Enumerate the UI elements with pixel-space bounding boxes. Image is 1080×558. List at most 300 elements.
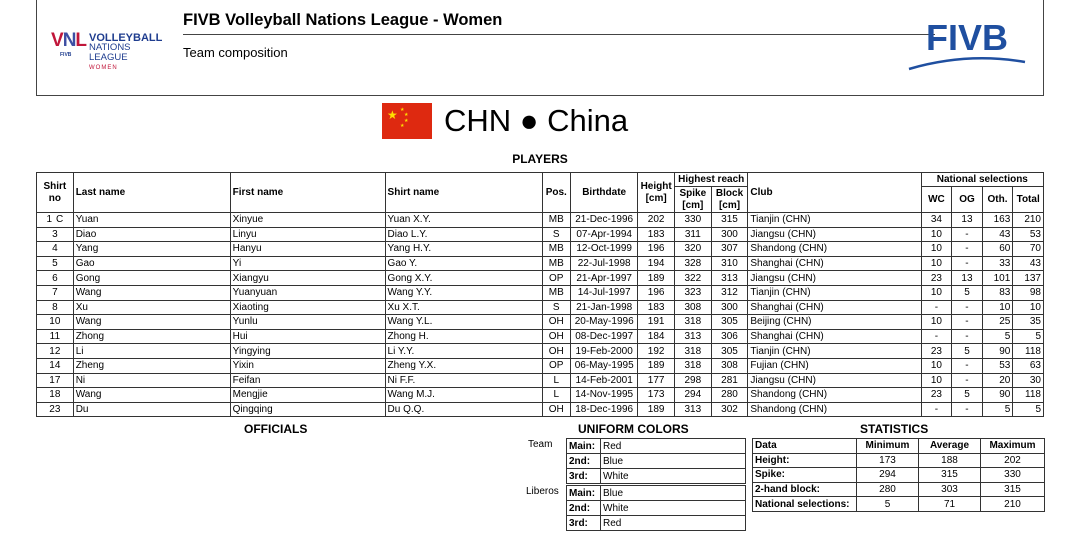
player-spike: 313 [674, 329, 711, 344]
player-club: Shanghai (CHN) [748, 329, 921, 344]
header-spike: Spike [cm] [674, 187, 711, 213]
player-first-name: Yingying [230, 344, 385, 359]
player-height: 196 [638, 285, 675, 300]
stats-average: 315 [919, 468, 981, 483]
player-oth: 163 [982, 213, 1013, 228]
uniform-team-table [566, 438, 746, 484]
player-birthdate: 18-Dec-1996 [571, 402, 638, 417]
player-last-name: Wang [73, 388, 230, 403]
player-last-name: Wang [73, 315, 230, 330]
fivb-logo-text: FIVB [925, 17, 1009, 58]
page-title: FIVB Volleyball Nations League - Women [183, 11, 503, 29]
player-spike: 318 [674, 315, 711, 330]
stats-row [753, 453, 1045, 468]
player-last-name: Yuan [73, 213, 230, 228]
player-block: 305 [711, 344, 748, 359]
player-first-name: Xiangyu [230, 271, 385, 286]
player-spike: 328 [674, 256, 711, 271]
player-birthdate: 21-Jan-1998 [571, 300, 638, 315]
player-oth: 60 [982, 242, 1013, 257]
player-club: Tianjin (CHN) [748, 213, 921, 228]
uniform-kit-label: 3rd: [567, 469, 601, 484]
team-name: CHN ● China [444, 103, 629, 138]
stats-maximum: 210 [981, 497, 1045, 512]
player-spike: 313 [674, 402, 711, 417]
player-wc: 10 [921, 285, 952, 300]
player-club: Shanghai (CHN) [748, 256, 921, 271]
player-birthdate: 22-Jul-1998 [571, 256, 638, 271]
player-last-name: Yang [73, 242, 230, 257]
player-block: 281 [711, 373, 748, 388]
svg-text:★: ★ [387, 108, 398, 122]
player-position: OH [542, 329, 571, 344]
player-wc: - [921, 300, 952, 315]
header-wc: WC [921, 187, 952, 213]
player-birthdate: 20-May-1996 [571, 315, 638, 330]
player-row [37, 256, 1044, 271]
header-total: Total [1013, 187, 1044, 213]
player-birthdate: 21-Dec-1996 [571, 213, 638, 228]
player-oth: 25 [982, 315, 1013, 330]
player-og: - [952, 300, 983, 315]
stats-row [753, 468, 1045, 483]
uniform-kit-color: Red [601, 439, 746, 454]
player-total: 43 [1013, 256, 1044, 271]
player-block: 305 [711, 315, 748, 330]
player-height: 202 [638, 213, 675, 228]
player-height: 177 [638, 373, 675, 388]
vnl-logo [51, 30, 171, 71]
stats-minimum: 294 [857, 468, 919, 483]
player-total: 35 [1013, 315, 1044, 330]
player-shirt-no [37, 271, 74, 286]
china-flag [382, 103, 432, 139]
uniform-kit-label: 2nd: [567, 454, 601, 469]
player-total: 118 [1013, 388, 1044, 403]
uniform-row [567, 486, 746, 501]
stats-label: Spike: [753, 468, 857, 483]
player-first-name: Linyu [230, 227, 385, 242]
player-row [37, 344, 1044, 359]
player-position: OH [542, 402, 571, 417]
player-shirt-name: Gong X.Y. [385, 271, 542, 286]
vnl-line2: NATIONS LEAGUE [89, 42, 131, 63]
header-national-selections: National selections [921, 173, 1043, 187]
player-spike: 311 [674, 227, 711, 242]
player-spike: 294 [674, 388, 711, 403]
header-pos: Pos. [542, 173, 571, 213]
player-height: 189 [638, 271, 675, 286]
player-birthdate: 14-Jul-1997 [571, 285, 638, 300]
player-og: - [952, 256, 983, 271]
player-last-name: Du [73, 402, 230, 417]
player-position: MB [542, 285, 571, 300]
player-club: Shandong (CHN) [748, 242, 921, 257]
player-wc: 10 [921, 358, 952, 373]
player-shirt-no [37, 300, 74, 315]
player-og: - [952, 329, 983, 344]
svg-text:★: ★ [404, 118, 409, 124]
uniform-colors-heading: UNIFORM COLORS [578, 422, 689, 436]
player-block: 306 [711, 329, 748, 344]
player-oth: 90 [982, 388, 1013, 403]
player-row [37, 213, 1044, 228]
header-last-name: Last name [73, 173, 230, 213]
svg-text:★: ★ [400, 123, 405, 129]
shirt-number: 23 [49, 404, 61, 416]
stats-label: 2-hand block: [753, 482, 857, 497]
player-last-name: Gong [73, 271, 230, 286]
player-wc: 10 [921, 227, 952, 242]
player-shirt-name: Gao Y. [385, 256, 542, 271]
header-height: Height [cm] [638, 173, 675, 213]
player-row [37, 285, 1044, 300]
stats-header-row [753, 439, 1045, 454]
player-total: 210 [1013, 213, 1044, 228]
player-first-name: Feifan [230, 373, 385, 388]
shirt-number: 8 [52, 301, 58, 313]
player-shirt-name: Wang M.J. [385, 388, 542, 403]
player-total: 118 [1013, 344, 1044, 359]
player-og: - [952, 242, 983, 257]
uniform-kit-color: Red [601, 516, 746, 531]
uniform-liberos-label: Liberos [526, 486, 559, 497]
player-shirt-no [37, 373, 74, 388]
player-total: 10 [1013, 300, 1044, 315]
player-position: L [542, 388, 571, 403]
player-last-name: Ni [73, 373, 230, 388]
player-oth: 43 [982, 227, 1013, 242]
player-block: 307 [711, 242, 748, 257]
shirt-number: 6 [52, 272, 58, 284]
player-birthdate: 19-Feb-2000 [571, 344, 638, 359]
uniform-kit-color: Blue [601, 454, 746, 469]
player-first-name: Yixin [230, 358, 385, 373]
header-club: Club [748, 173, 921, 213]
player-position: OH [542, 344, 571, 359]
player-height: 183 [638, 227, 675, 242]
player-last-name: Wang [73, 285, 230, 300]
player-block: 313 [711, 271, 748, 286]
officials-heading: OFFICIALS [244, 422, 308, 436]
player-position: MB [542, 242, 571, 257]
player-row [37, 402, 1044, 417]
vnl-fivb-small: FIVB [60, 52, 72, 58]
player-first-name: Xinyue [230, 213, 385, 228]
shirt-number: 10 [49, 316, 61, 328]
player-last-name: Li [73, 344, 230, 359]
shirt-number: 17 [49, 374, 61, 386]
player-shirt-no [37, 242, 74, 257]
player-club: Fujian (CHN) [748, 358, 921, 373]
uniform-kit-label: 2nd: [567, 501, 601, 516]
player-row [37, 373, 1044, 388]
player-height: 189 [638, 358, 675, 373]
uniform-kit-color: White [601, 469, 746, 484]
shirt-number: 3 [52, 228, 58, 240]
player-wc: 10 [921, 315, 952, 330]
player-first-name: Mengjie [230, 388, 385, 403]
player-birthdate: 06-May-1995 [571, 358, 638, 373]
player-wc: 10 [921, 256, 952, 271]
shirt-number: 18 [49, 389, 61, 401]
player-first-name: Xiaoting [230, 300, 385, 315]
player-height: 194 [638, 256, 675, 271]
report-header [36, 0, 1044, 96]
uniform-kit-label: Main: [567, 439, 601, 454]
shirt-number: 5 [52, 258, 58, 270]
player-shirt-name: Zhong H. [385, 329, 542, 344]
stats-label: National selections: [753, 497, 857, 512]
player-row [37, 315, 1044, 330]
fivb-logo-swoosh [909, 58, 1025, 69]
statistics-table [752, 438, 1045, 512]
stats-maximum: 315 [981, 482, 1045, 497]
player-shirt-name: Li Y.Y. [385, 344, 542, 359]
player-position: L [542, 373, 571, 388]
player-last-name: Gao [73, 256, 230, 271]
uniform-kit-label: 3rd: [567, 516, 601, 531]
player-spike: 323 [674, 285, 711, 300]
uniform-kit-label: Main: [567, 486, 601, 501]
player-total: 70 [1013, 242, 1044, 257]
player-shirt-name: Zheng Y.X. [385, 358, 542, 373]
player-club: Jiangsu (CHN) [748, 373, 921, 388]
player-club: Tianjin (CHN) [748, 344, 921, 359]
player-shirt-no [37, 388, 74, 403]
player-shirt-no [37, 402, 74, 417]
stats-row [753, 482, 1045, 497]
player-row [37, 358, 1044, 373]
player-shirt-name: Yang H.Y. [385, 242, 542, 257]
player-shirt-name: Wang Y.Y. [385, 285, 542, 300]
player-height: 183 [638, 300, 675, 315]
shirt-number: 7 [52, 287, 58, 299]
vnl-mark: VNL [51, 30, 87, 51]
player-first-name: Hanyu [230, 242, 385, 257]
player-shirt-name: Wang Y.L. [385, 315, 542, 330]
player-shirt-name: Du Q.Q. [385, 402, 542, 417]
player-position: OP [542, 271, 571, 286]
player-row [37, 300, 1044, 315]
players-table [36, 172, 1044, 417]
player-block: 310 [711, 256, 748, 271]
player-og: - [952, 402, 983, 417]
player-spike: 330 [674, 213, 711, 228]
vnl-wordmark [89, 33, 171, 73]
player-oth: 10 [982, 300, 1013, 315]
shirt-number: 1 [46, 214, 52, 226]
stats-header-cell: Maximum [981, 439, 1045, 454]
player-last-name: Zhong [73, 329, 230, 344]
player-birthdate: 12-Oct-1999 [571, 242, 638, 257]
shirt-number: 12 [49, 345, 61, 357]
player-total: 5 [1013, 402, 1044, 417]
player-club: Shandong (CHN) [748, 402, 921, 417]
stats-average: 188 [919, 453, 981, 468]
player-spike: 308 [674, 300, 711, 315]
player-shirt-no [37, 256, 74, 271]
player-oth: 90 [982, 344, 1013, 359]
player-oth: 20 [982, 373, 1013, 388]
player-shirt-no [37, 344, 74, 359]
svg-text:★: ★ [404, 112, 409, 118]
title-divider [183, 34, 935, 35]
player-club: Tianjin (CHN) [748, 285, 921, 300]
player-wc: - [921, 402, 952, 417]
player-wc: 23 [921, 271, 952, 286]
player-position: OH [542, 315, 571, 330]
header-oth: Oth. [982, 187, 1013, 213]
player-wc: - [921, 329, 952, 344]
player-first-name: Yunlu [230, 315, 385, 330]
stats-header-cell: Average [919, 439, 981, 454]
player-shirt-name: Ni F.F. [385, 373, 542, 388]
player-shirt-no [37, 358, 74, 373]
player-last-name: Xu [73, 300, 230, 315]
player-og: 5 [952, 344, 983, 359]
player-first-name: Yi [230, 256, 385, 271]
player-oth: 5 [982, 329, 1013, 344]
player-oth: 33 [982, 256, 1013, 271]
player-shirt-no [37, 227, 74, 242]
player-shirt-no [37, 315, 74, 330]
player-spike: 320 [674, 242, 711, 257]
player-height: 196 [638, 242, 675, 257]
header-shirt-no: Shirt no [37, 173, 74, 213]
players-heading: PLAYERS [512, 152, 568, 166]
player-club: Beijing (CHN) [748, 315, 921, 330]
uniform-liberos-table [566, 485, 746, 531]
player-og: 13 [952, 213, 983, 228]
player-og: 5 [952, 285, 983, 300]
player-first-name: Qingqing [230, 402, 385, 417]
uniform-row [567, 469, 746, 484]
shirt-number: 14 [49, 360, 61, 372]
player-birthdate: 14-Feb-2001 [571, 373, 638, 388]
player-block: 312 [711, 285, 748, 300]
fivb-logo [907, 16, 1027, 76]
player-row [37, 242, 1044, 257]
player-position: MB [542, 256, 571, 271]
uniform-row [567, 439, 746, 454]
player-block: 300 [711, 300, 748, 315]
player-total: 137 [1013, 271, 1044, 286]
shirt-number: 11 [49, 331, 61, 343]
player-block: 308 [711, 358, 748, 373]
player-height: 173 [638, 388, 675, 403]
player-height: 189 [638, 402, 675, 417]
stats-header-cell: Minimum [857, 439, 919, 454]
player-spike: 318 [674, 358, 711, 373]
player-birthdate: 21-Apr-1997 [571, 271, 638, 286]
player-spike: 318 [674, 344, 711, 359]
uniform-kit-color: White [601, 501, 746, 516]
header-highest-reach: Highest reach [674, 173, 747, 187]
player-og: 13 [952, 271, 983, 286]
player-row [37, 227, 1044, 242]
player-wc: 34 [921, 213, 952, 228]
player-birthdate: 07-Apr-1994 [571, 227, 638, 242]
player-position: OP [542, 358, 571, 373]
player-total: 63 [1013, 358, 1044, 373]
player-shirt-name: Diao L.Y. [385, 227, 542, 242]
player-height: 191 [638, 315, 675, 330]
player-birthdate: 08-Dec-1997 [571, 329, 638, 344]
player-position: MB [542, 213, 571, 228]
header-shirt-name: Shirt name [385, 173, 542, 213]
stats-minimum: 173 [857, 453, 919, 468]
uniform-row [567, 501, 746, 516]
uniform-row [567, 454, 746, 469]
player-block: 280 [711, 388, 748, 403]
stats-row [753, 497, 1045, 512]
player-height: 184 [638, 329, 675, 344]
player-block: 315 [711, 213, 748, 228]
player-og: 5 [952, 388, 983, 403]
header-first-name: First name [230, 173, 385, 213]
player-last-name: Diao [73, 227, 230, 242]
shirt-number: 4 [52, 243, 58, 255]
player-position: S [542, 227, 571, 242]
player-row [37, 388, 1044, 403]
player-spike: 298 [674, 373, 711, 388]
player-og: - [952, 315, 983, 330]
player-shirt-name: Xu X.T. [385, 300, 542, 315]
statistics-heading: STATISTICS [860, 422, 929, 436]
player-oth: 101 [982, 271, 1013, 286]
header-birthdate: Birthdate [571, 173, 638, 213]
player-row [37, 329, 1044, 344]
player-last-name: Zheng [73, 358, 230, 373]
player-total: 98 [1013, 285, 1044, 300]
stats-label: Height: [753, 453, 857, 468]
vnl-line1: VOLLEYBALL [89, 32, 163, 44]
player-spike: 322 [674, 271, 711, 286]
player-row [37, 271, 1044, 286]
player-club: Shanghai (CHN) [748, 300, 921, 315]
player-club: Shandong (CHN) [748, 388, 921, 403]
player-wc: 10 [921, 242, 952, 257]
player-block: 302 [711, 402, 748, 417]
stats-maximum: 330 [981, 468, 1045, 483]
player-total: 5 [1013, 329, 1044, 344]
stats-minimum: 280 [857, 482, 919, 497]
captain-mark: C [56, 214, 64, 226]
player-block: 300 [711, 227, 748, 242]
player-og: - [952, 227, 983, 242]
player-og: - [952, 373, 983, 388]
uniform-row [567, 516, 746, 531]
player-club: Jiangsu (CHN) [748, 271, 921, 286]
uniform-team-label: Team [528, 439, 553, 450]
header-block: Block [cm] [711, 187, 748, 213]
player-birthdate: 14-Nov-1995 [571, 388, 638, 403]
player-wc: 23 [921, 344, 952, 359]
stats-average: 303 [919, 482, 981, 497]
stats-average: 71 [919, 497, 981, 512]
player-total: 53 [1013, 227, 1044, 242]
player-position: S [542, 300, 571, 315]
player-wc: 10 [921, 373, 952, 388]
player-shirt-name: Yuan X.Y. [385, 213, 542, 228]
stats-maximum: 202 [981, 453, 1045, 468]
stats-minimum: 5 [857, 497, 919, 512]
player-wc: 23 [921, 388, 952, 403]
player-oth: 83 [982, 285, 1013, 300]
stats-header-cell: Data [753, 439, 857, 454]
player-first-name: Yuanyuan [230, 285, 385, 300]
